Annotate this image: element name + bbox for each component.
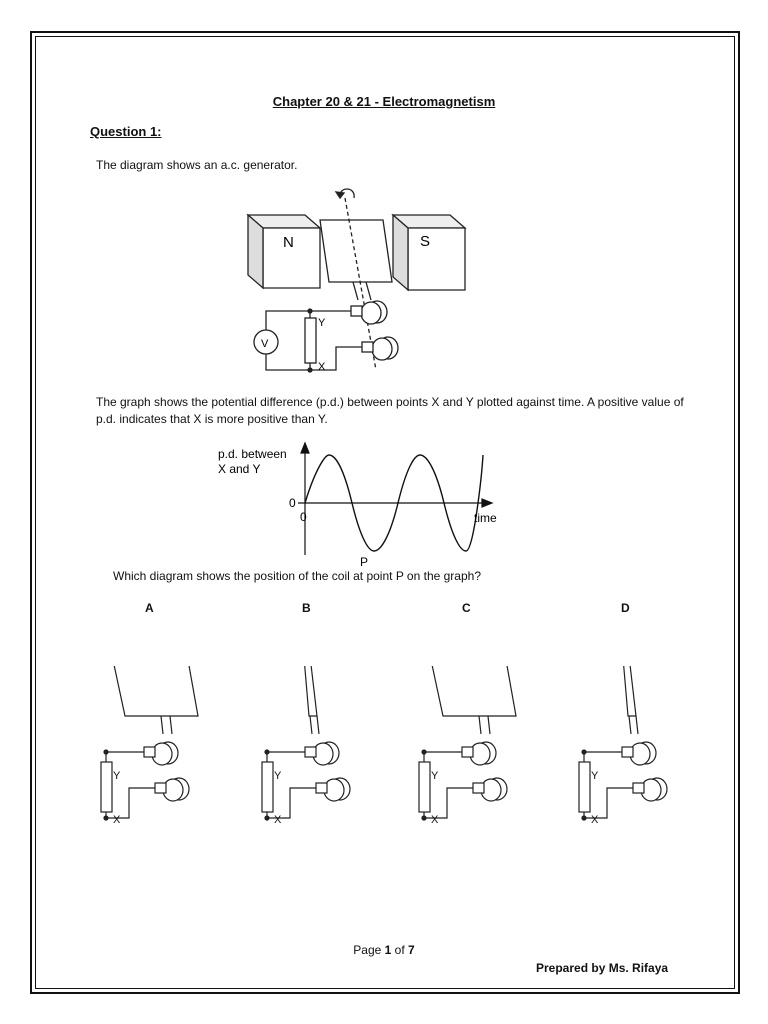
y-axis-label-line1: p.d. between	[218, 447, 287, 461]
option-a-x-label: X	[113, 814, 121, 826]
point-p-label: P	[360, 555, 369, 569]
x-axis-label: time	[474, 511, 497, 525]
voltmeter-label: V	[261, 338, 269, 350]
chapter-title: Chapter 20 & 21 - Electromagnetism	[272, 94, 496, 109]
option-d-diagram	[576, 666, 686, 841]
option-d-y-label: Y	[591, 770, 599, 782]
option-b-x-label: X	[274, 814, 282, 826]
point-x-label: X	[318, 361, 326, 373]
graph-description: The graph shows the potential difference (p.d.) between points X and Y plotted against time. A positive value of p.d. indicates that X is more positive than Y.	[96, 395, 684, 426]
option-a-label: A	[145, 601, 154, 615]
intro-text: The diagram shows an a.c. generator.	[96, 158, 298, 172]
option-a-y-label: Y	[113, 770, 121, 782]
page-number: Page 1 of 7	[353, 943, 415, 957]
option-a-diagram	[98, 666, 208, 841]
question-text: Which diagram shows the position of the coil at point P on the graph?	[113, 569, 481, 583]
option-c-x-label: X	[431, 814, 439, 826]
option-c-y-label: Y	[431, 770, 439, 782]
option-c-label: C	[462, 601, 471, 615]
y-zero-label: 0	[289, 496, 296, 510]
y-axis-label-line2: X and Y	[218, 462, 261, 476]
option-b-diagram	[259, 666, 369, 841]
option-b-label: B	[302, 601, 311, 615]
point-y-label: Y	[318, 317, 326, 329]
option-c-diagram	[416, 666, 526, 841]
option-d-x-label: X	[591, 814, 599, 826]
pole-s-label: S	[420, 233, 431, 250]
option-b-y-label: Y	[274, 770, 282, 782]
pole-n-label: N	[283, 234, 294, 251]
question-heading: Question 1:	[90, 124, 162, 139]
x-zero-label: 0	[300, 510, 307, 524]
prepared-by: Prepared by Ms. Rifaya	[536, 961, 669, 975]
option-d-label: D	[621, 601, 630, 615]
